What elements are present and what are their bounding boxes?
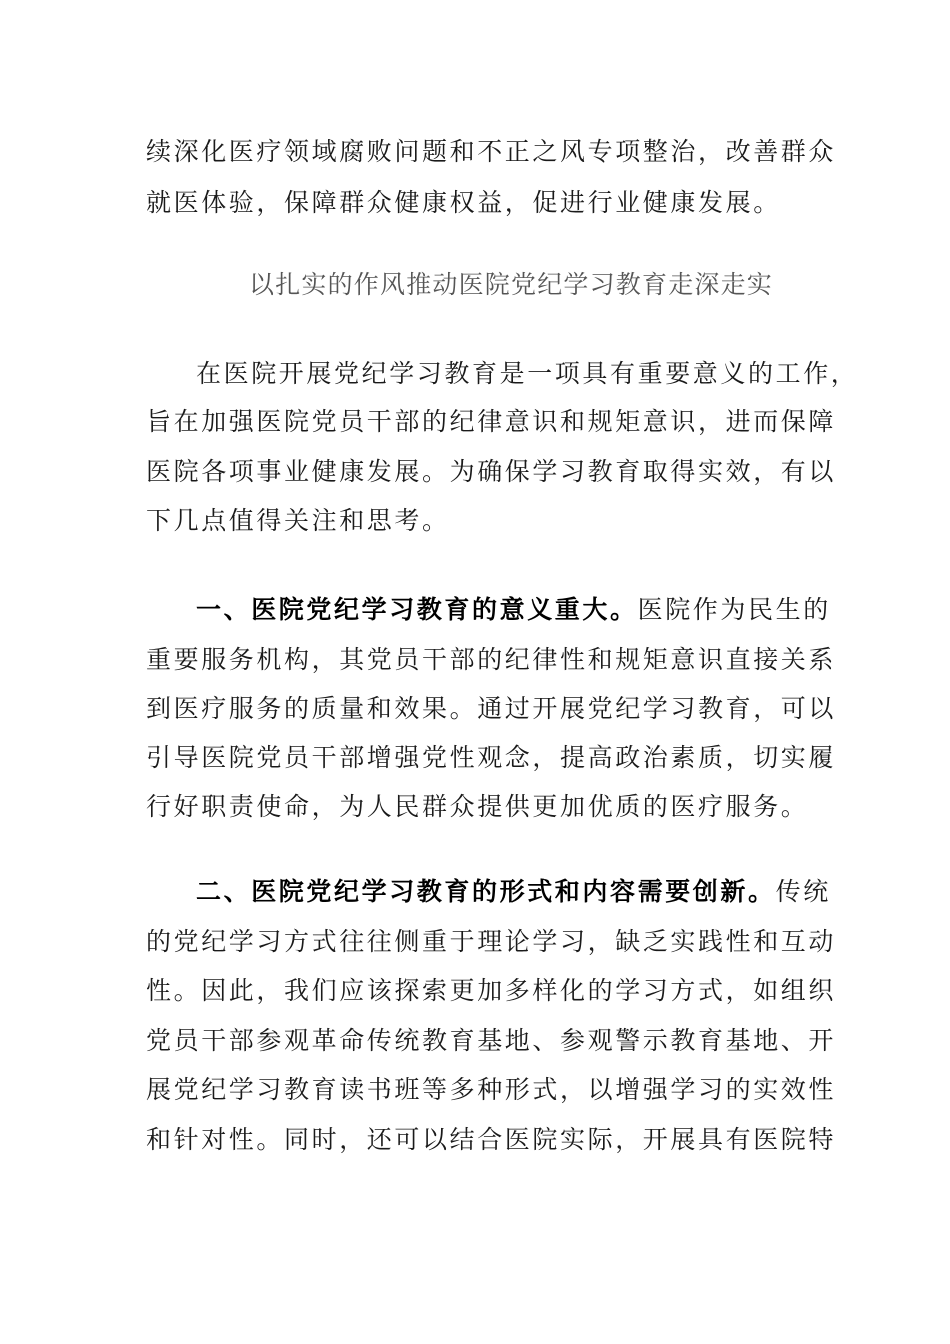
paragraph1-line-2: 旨在加强医院党员干部的纪律意识和规矩意识，进而保障 bbox=[146, 407, 837, 436]
section1-heading: 一、医院党纪学习教育的意义重大。 bbox=[196, 595, 638, 624]
section2-line-2: 的党纪学习方式往往侧重于理论学习，缺乏实践性和互动 bbox=[146, 927, 837, 956]
section1-first-line-text: 医院作为民生的 bbox=[637, 595, 831, 624]
section2-line-5: 展党纪学习教育读书班等多种形式，以增强学习的实效性 bbox=[146, 1075, 837, 1104]
section1-line-4: 引导医院党员干部增强党性观念，提高政治素质，切实履 bbox=[146, 743, 837, 772]
section2-line-4: 党员干部参观革命传统教育基地、参观警示教育基地、开 bbox=[146, 1026, 837, 1055]
section2-heading: 二、医院党纪学习教育的形式和内容需要创新。 bbox=[196, 877, 776, 906]
article-title: 以扎实的作风推动医院党纪学习教育走深走实 bbox=[249, 270, 774, 299]
section1-line-3: 到医疗服务的质量和效果。通过开展党纪学习教育，可以 bbox=[146, 694, 837, 723]
intro-line-2: 就医体验，保障群众健康权益，促进行业健康发展。 bbox=[146, 188, 781, 217]
paragraph1-line-4: 下几点值得关注和思考。 bbox=[146, 506, 450, 535]
section2-first-line-text: 传统 bbox=[775, 877, 831, 906]
section1-line-2: 重要服务机构，其党员干部的纪律性和规矩意识直接关系 bbox=[146, 645, 837, 674]
paragraph1-line-3: 医院各项事业健康发展。为确保学习教育取得实效，有以 bbox=[146, 457, 837, 486]
section1-first-line bbox=[196, 592, 831, 628]
section2-line-3: 性。因此，我们应该探索更加多样化的学习方式，如组织 bbox=[146, 976, 837, 1005]
intro-line-1: 续深化医疗领域腐败问题和不正之风专项整治，改善群众 bbox=[146, 137, 837, 166]
section2-first-line bbox=[196, 874, 831, 910]
section2-line-6: 和针对性。同时，还可以结合医院实际，开展具有医院特 bbox=[146, 1125, 837, 1154]
paragraph1-line-1: 在医院开展党纪学习教育是一项具有重要意义的工作， bbox=[196, 359, 859, 388]
section1-line-5: 行好职责使命，为人民群众提供更加优质的医疗服务。 bbox=[146, 792, 809, 821]
